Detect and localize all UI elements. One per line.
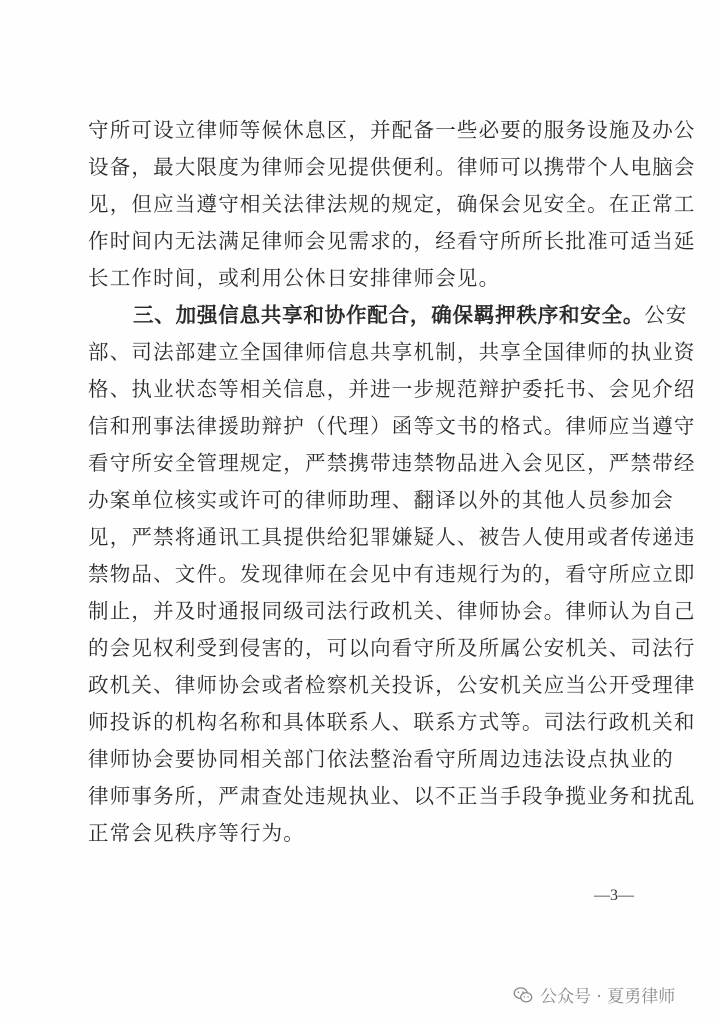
paragraph-line: 见，严禁将通讯工具提供给犯罪嫌疑人、被告人使用或者传递违 bbox=[88, 525, 696, 549]
paragraph-line: 律师事务所，严肃查处违规执业、以不正当手段争揽业务和扰乱 bbox=[88, 784, 696, 808]
paragraph-line: 信和刑事法律援助辩护（代理）函等文书的格式。律师应当遵守 bbox=[88, 414, 696, 438]
paragraph-line: 的会见权利受到侵害的，可以向看守所及所属公安机关、司法行 bbox=[88, 636, 696, 660]
heading-tail-text: 公安 bbox=[644, 303, 688, 327]
page-number: —3— bbox=[594, 887, 634, 904]
paragraph-line: 格、执业状态等相关信息，并进一步规范辩护委托书、会见介绍 bbox=[88, 377, 696, 401]
paragraph-line: 律师协会要协同相关部门依法整治看守所周边违法设点执业的 bbox=[88, 747, 674, 771]
paragraph-line: 师投诉的机构名称和具体联系人、联系方式等。司法行政机关和 bbox=[88, 710, 696, 734]
paragraph-line: 守所可设立律师等候休息区，并配备一些必要的服务设施及办公 bbox=[88, 118, 696, 142]
paragraph-line: 看守所安全管理规定，严禁携带违禁物品进入会见区，严禁带经 bbox=[88, 451, 696, 475]
paragraph-line: 作时间内无法满足律师会见需求的，经看守所所长批准可适当延 bbox=[88, 229, 696, 253]
wechat-icon bbox=[512, 984, 534, 1006]
paragraph-line: 见，但应当遵守相关法律法规的规定，确保会见安全。在正常工 bbox=[88, 192, 696, 216]
paragraph-line: 禁物品、文件。发现律师在会见中有违规行为的，看守所应立即 bbox=[88, 562, 696, 586]
paragraph-line: 部、司法部建立全国律师信息共享机制，共享全国律师的执业资 bbox=[88, 340, 696, 364]
watermark-text: 公众号 · 夏勇律师 bbox=[540, 987, 676, 1007]
section-heading-line bbox=[133, 303, 688, 327]
paragraph-line: 长工作时间，或利用公休日安排律师会见。 bbox=[88, 266, 501, 290]
watermark bbox=[512, 982, 675, 1007]
paragraph-line: 政机关、律师协会或者检察机关投诉，公安机关应当公开受理律 bbox=[88, 673, 696, 697]
paragraph-line: 正常会见秩序等行为。 bbox=[88, 821, 305, 845]
paragraph-line: 办案单位核实或许可的律师助理、翻译以外的其他人员参加会 bbox=[88, 488, 674, 512]
section-heading: 三、加强信息共享和协作配合，确保羁押秩序和安全。 bbox=[133, 303, 645, 327]
paragraph-line: 设备，最大限度为律师会见提供便利。律师可以携带个人电脑会 bbox=[88, 155, 696, 179]
paragraph-line: 制止，并及时通报同级司法行政机关、律师协会。律师认为自己 bbox=[88, 599, 696, 623]
